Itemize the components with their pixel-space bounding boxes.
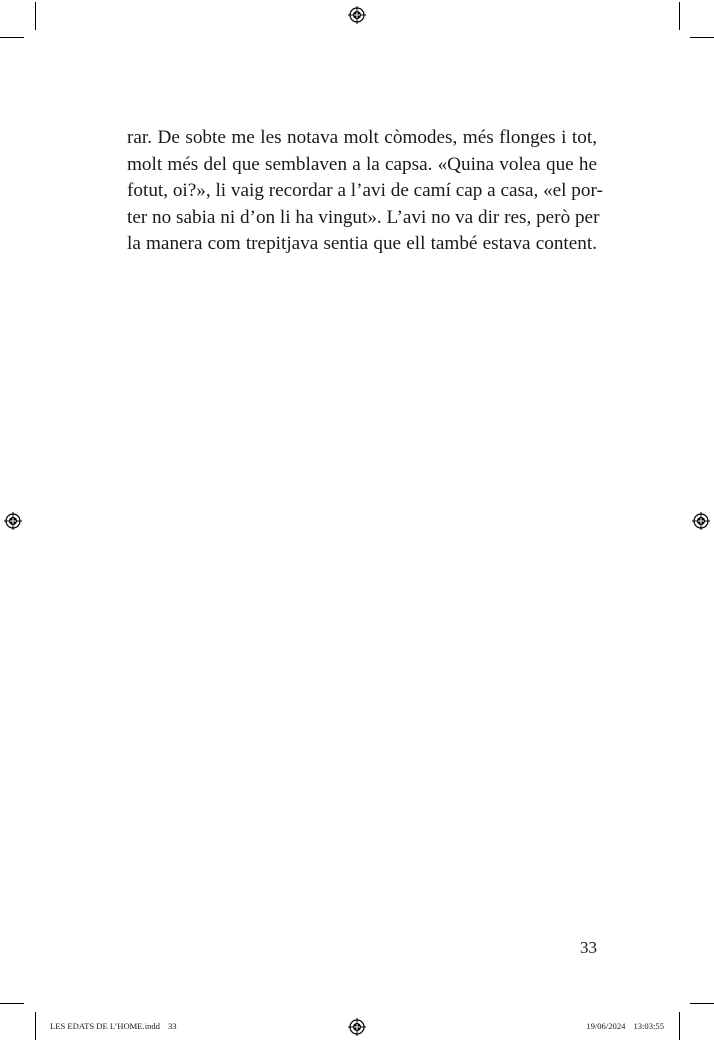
- crop-mark-bottom-right-vertical: [679, 1012, 680, 1040]
- crop-mark-bottom-right-horizontal: [690, 1003, 714, 1004]
- body-line: molt més del que semblaven a la capsa. «Quina volea que he: [127, 153, 597, 175]
- registration-target-icon: [692, 512, 710, 530]
- slug-time: 13:03:55: [633, 1021, 664, 1031]
- body-paragraph: [127, 125, 603, 258]
- registration-target-icon: [4, 512, 22, 530]
- body-line: ter no sabia ni d’on li ha vingut». L’avi no va dir res, però per: [127, 206, 600, 228]
- registration-target-icon: [348, 6, 366, 24]
- slug-file-info: [50, 1021, 177, 1031]
- crop-mark-top-right-vertical: [679, 2, 680, 30]
- crop-mark-top-left-horizontal: [0, 37, 24, 38]
- crop-mark-bottom-left-vertical: [35, 1012, 36, 1040]
- page-number: 33: [580, 938, 597, 957]
- crop-mark-bottom-left-horizontal: [0, 1003, 24, 1004]
- crop-mark-top-right-horizontal: [690, 37, 714, 38]
- slug-timestamp: [586, 1021, 664, 1031]
- slug-date: 19/06/2024: [586, 1021, 626, 1031]
- slug-page: 33: [167, 1021, 177, 1031]
- body-line: fotut, oi?», li vaig recordar a l’avi de camí cap a casa, «el por-: [127, 180, 603, 201]
- slug-file-name: LES EDATS DE L’HOME.indd: [50, 1021, 160, 1031]
- body-line: la manera com trepitjava sentia que ell també estava content.: [127, 233, 597, 254]
- registration-target-icon: [348, 1018, 366, 1036]
- body-line: rar. De sobte me les notava molt còmodes, més flonges i tot,: [127, 127, 597, 148]
- crop-mark-top-left-vertical: [35, 2, 36, 30]
